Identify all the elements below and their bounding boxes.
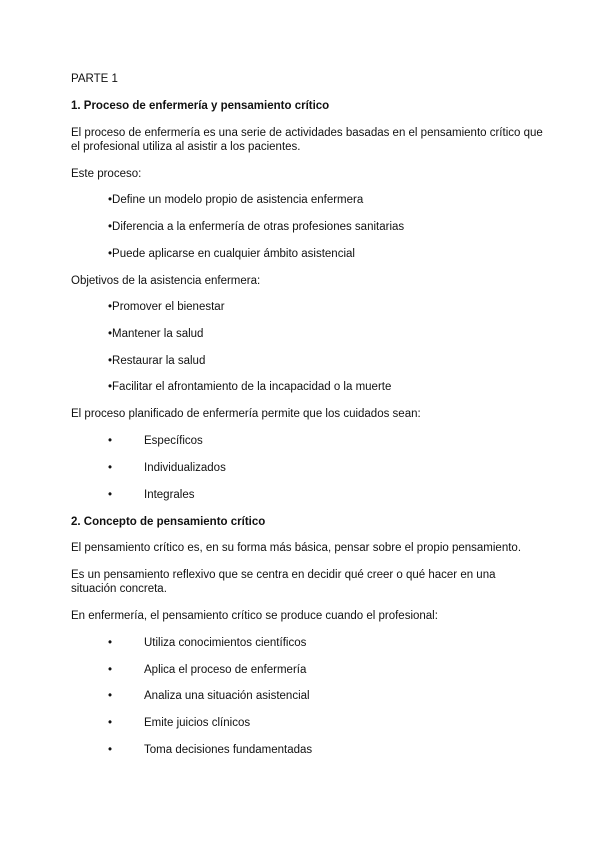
part-label: PARTE 1 xyxy=(71,73,118,85)
bullet-marker: • xyxy=(108,744,113,756)
section1-heading: 1. Proceso de enfermería y pensamiento crítico xyxy=(71,100,330,112)
process-item: •Puede aplicarse en cualquier ámbito asistencial xyxy=(108,248,355,260)
process-item: •Define un modelo propio de asistencia enfermera xyxy=(108,194,364,206)
objective-item: •Mantener la salud xyxy=(108,328,204,340)
bullet-marker: • xyxy=(108,435,113,447)
professional-item: Analiza una situación asistencial xyxy=(144,690,310,702)
objective-item: •Restaurar la salud xyxy=(108,355,206,367)
professional-item: Emite juicios clínicos xyxy=(144,717,251,729)
reflexive-line2: situación concreta. xyxy=(71,583,167,595)
care-item: Específicos xyxy=(144,435,203,447)
section1-intro-line2: el profesional utiliza al asistir a los pacientes. xyxy=(71,141,301,153)
bullet-marker: • xyxy=(108,717,113,729)
objective-item: •Promover el bienestar xyxy=(108,301,225,313)
critical-thinking-definition: El pensamiento crítico es, en su forma más básica, pensar sobre el propio pensamiento. xyxy=(71,542,522,554)
bullet-marker: • xyxy=(108,637,113,649)
bullet-marker: • xyxy=(108,690,113,702)
section2-heading: 2. Concepto de pensamiento crítico xyxy=(71,516,266,528)
objectives-label: Objetivos de la asistencia enfermera: xyxy=(71,275,261,287)
planned-care-label: El proceso planificado de enfermería permite que los cuidados sean: xyxy=(71,408,421,420)
section1-intro-line1: El proceso de enfermería es una serie de actividades basadas en el pensamiento crítico que xyxy=(71,127,543,139)
professional-item: Utiliza conocimientos científicos xyxy=(144,637,307,649)
nursing-label: En enfermería, el pensamiento crítico se produce cuando el profesional: xyxy=(71,610,438,622)
process-label: Este proceso: xyxy=(71,168,142,180)
professional-item: Aplica el proceso de enfermería xyxy=(144,664,307,676)
professional-item: Toma decisiones fundamentadas xyxy=(144,744,313,756)
objective-item: •Facilitar el afrontamiento de la incapacidad o la muerte xyxy=(108,381,392,393)
reflexive-line1: Es un pensamiento reflexivo que se centra en decidir qué creer o qué hacer en una xyxy=(71,569,496,581)
process-item: •Diferencia a la enfermería de otras profesiones sanitarias xyxy=(108,221,405,233)
care-item: Integrales xyxy=(144,489,195,501)
bullet-marker: • xyxy=(108,664,113,676)
care-item: Individualizados xyxy=(144,462,226,474)
bullet-marker: • xyxy=(108,489,113,501)
bullet-marker: • xyxy=(108,462,113,474)
